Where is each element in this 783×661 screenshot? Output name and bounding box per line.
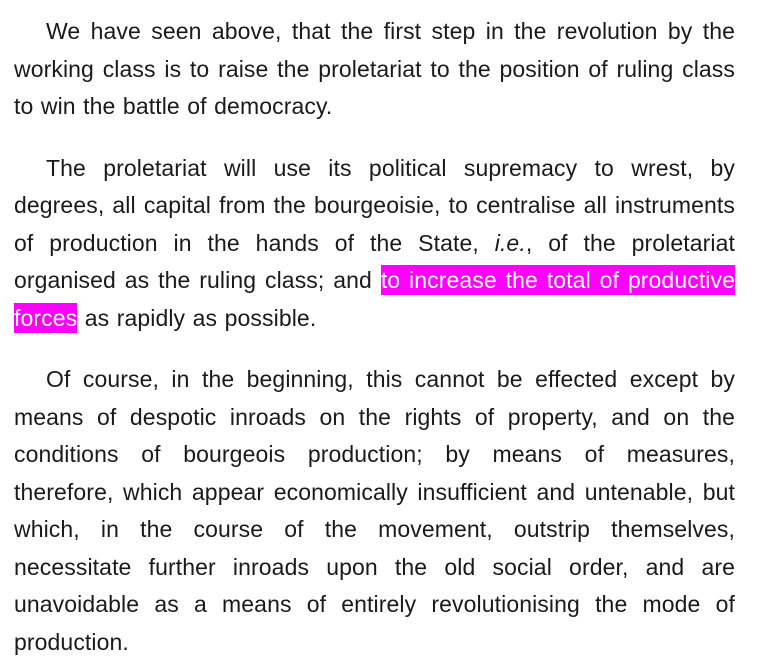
text-segment: Of course, in the beginning, this cannot be effected except by means of despotic inroads on the rights of property, and on the conditions of bourgeois production; by means of measures, therefore, which appear economically insufficient and untenable, but which, in the course of the movement, outstrip themselves, necessitate further inroads upon the old social order, and are unavoidable as a means of entirely revolutionising the mode of production. (14, 366, 735, 655)
paragraph (14, 13, 735, 126)
paragraph (14, 150, 735, 338)
text-segment: as rapidly as possible. (77, 304, 317, 331)
text-segment: , of the proletariat organised as the ruling class; and (14, 229, 735, 293)
highlighted-text: to increase the total of productive forces (14, 267, 736, 331)
paragraph (14, 361, 735, 661)
text-block (14, 13, 735, 661)
text-segment: The proletariat will use its political supremacy to wrest, by degrees, all capital from the bourgeoisie, to centralise all instruments of production in the hands of the State, (14, 154, 735, 256)
text-segment: We have seen above, that the first step in the revolution by the working class is to raise the proletariat to the position of ruling class to win the battle of democracy. (14, 18, 735, 119)
italic-text: i.e. (494, 229, 526, 256)
